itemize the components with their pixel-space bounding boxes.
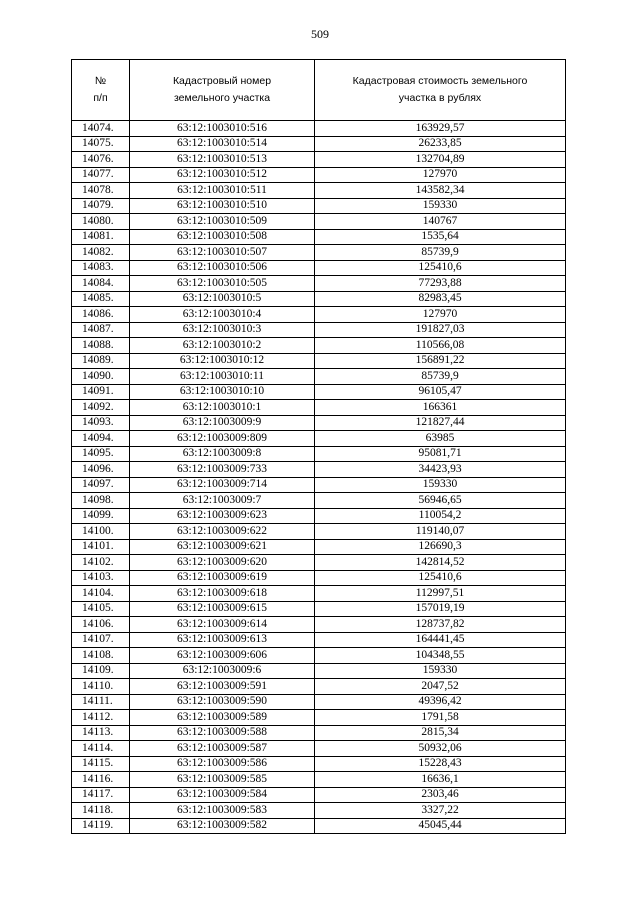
table-row [72, 818, 566, 834]
table-row [72, 338, 566, 354]
row-number-cell: 14086. [72, 307, 130, 323]
row-number-cell: 14101. [72, 539, 130, 555]
cadastral-value-cell: 16636,1 [315, 772, 566, 788]
table-row [72, 291, 566, 307]
cadastral-value-cell: 159330 [315, 663, 566, 679]
table-row [72, 787, 566, 803]
cadastral-value-cell: 142814,52 [315, 555, 566, 571]
cadastral-number-cell: 63:12:1003010:513 [130, 152, 315, 168]
header-text-line: № [94, 75, 107, 87]
cadastral-value-cell: 77293,88 [315, 276, 566, 292]
table-row [72, 384, 566, 400]
cadastral-value-cell: 127970 [315, 167, 566, 183]
header-text-line: Кадастровая стоимость земельного [352, 75, 528, 87]
table-row [72, 632, 566, 648]
header-text-line: земельного участка [173, 92, 271, 104]
cadastral-value-cell: 159330 [315, 198, 566, 214]
cadastral-number-cell: 63:12:1003009:590 [130, 694, 315, 710]
cadastral-number-cell: 63:12:1003010:505 [130, 276, 315, 292]
cadastral-number-cell: 63:12:1003009:622 [130, 524, 315, 540]
row-number-cell: 14097. [72, 477, 130, 493]
row-number-cell: 14116. [72, 772, 130, 788]
row-number-cell: 14104. [72, 586, 130, 602]
cadastral-number-cell: 63:12:1003009:606 [130, 648, 315, 664]
row-number-cell: 14088. [72, 338, 130, 354]
row-number-cell: 14078. [72, 183, 130, 199]
table-row [72, 493, 566, 509]
row-number-cell: 14106. [72, 617, 130, 633]
row-number-cell: 14083. [72, 260, 130, 276]
cadastral-number-cell: 63:12:1003010:12 [130, 353, 315, 369]
cadastral-number-cell: 63:12:1003010:3 [130, 322, 315, 338]
table-body [72, 121, 566, 834]
cadastral-value-cell: 143582,34 [315, 183, 566, 199]
cadastral-number-cell: 63:12:1003010:514 [130, 136, 315, 152]
cadastral-number-cell: 63:12:1003010:511 [130, 183, 315, 199]
cadastral-value-cell: 121827,44 [315, 415, 566, 431]
cadastral-number-cell: 63:12:1003010:1 [130, 400, 315, 416]
cadastral-number-cell: 63:12:1003009:618 [130, 586, 315, 602]
table-row [72, 663, 566, 679]
row-number-cell: 14082. [72, 245, 130, 261]
table-row [72, 570, 566, 586]
table-row [72, 477, 566, 493]
header-cadastral-number [130, 60, 315, 121]
cadastral-value-cell: 15228,43 [315, 756, 566, 772]
page-number: 509 [311, 27, 329, 41]
table-row [72, 183, 566, 199]
table-row [72, 307, 566, 323]
cadastral-value-cell: 110054,2 [315, 508, 566, 524]
row-number-cell: 14074. [72, 121, 130, 137]
cadastral-value-cell: 119140,07 [315, 524, 566, 540]
table-row [72, 415, 566, 431]
cadastral-value-cell: 49396,42 [315, 694, 566, 710]
header-text-line: п/п [93, 92, 108, 104]
table-row [72, 400, 566, 416]
cadastral-number-cell: 63:12:1003009:584 [130, 787, 315, 803]
table-row [72, 772, 566, 788]
cadastral-number-cell: 63:12:1003010:4 [130, 307, 315, 323]
table-row [72, 198, 566, 214]
row-number-cell: 14114. [72, 741, 130, 757]
cadastral-number-cell: 63:12:1003010:5 [130, 291, 315, 307]
table-row [72, 756, 566, 772]
header-row-number [72, 60, 130, 121]
cadastral-number-cell: 63:12:1003009:6 [130, 663, 315, 679]
cadastral-number-cell: 63:12:1003009:733 [130, 462, 315, 478]
table-row [72, 322, 566, 338]
cadastral-value-table [71, 59, 566, 834]
cadastral-number-cell: 63:12:1003010:508 [130, 229, 315, 245]
cadastral-number-cell: 63:12:1003010:516 [130, 121, 315, 137]
header-cadastral-value [315, 60, 566, 121]
row-number-cell: 14100. [72, 524, 130, 540]
cadastral-value-cell: 2047,52 [315, 679, 566, 695]
table-row [72, 276, 566, 292]
cadastral-number-cell: 63:12:1003010:2 [130, 338, 315, 354]
cadastral-value-cell: 50932,06 [315, 741, 566, 757]
cadastral-value-cell: 1535,64 [315, 229, 566, 245]
table-row [72, 229, 566, 245]
cadastral-number-cell: 63:12:1003010:509 [130, 214, 315, 230]
cadastral-value-cell: 191827,03 [315, 322, 566, 338]
table-row [72, 741, 566, 757]
table-row [72, 694, 566, 710]
cadastral-number-cell: 63:12:1003009:614 [130, 617, 315, 633]
cadastral-value-cell: 112997,51 [315, 586, 566, 602]
cadastral-number-cell: 63:12:1003010:11 [130, 369, 315, 385]
table-row [72, 617, 566, 633]
table-row [72, 167, 566, 183]
row-number-cell: 14102. [72, 555, 130, 571]
cadastral-value-cell: 125410,6 [315, 570, 566, 586]
cadastral-value-cell: 132704,89 [315, 152, 566, 168]
row-number-cell: 14111. [72, 694, 130, 710]
cadastral-value-cell: 125410,6 [315, 260, 566, 276]
cadastral-number-cell: 63:12:1003009:8 [130, 446, 315, 462]
cadastral-value-cell: 96105,47 [315, 384, 566, 400]
cadastral-number-cell: 63:12:1003010:507 [130, 245, 315, 261]
table-row [72, 152, 566, 168]
row-number-cell: 14089. [72, 353, 130, 369]
cadastral-value-cell: 2815,34 [315, 725, 566, 741]
cadastral-number-cell: 63:12:1003009:588 [130, 725, 315, 741]
row-number-cell: 14090. [72, 369, 130, 385]
row-number-cell: 14118. [72, 803, 130, 819]
cadastral-value-cell: 85739,9 [315, 369, 566, 385]
cadastral-number-cell: 63:12:1003009:9 [130, 415, 315, 431]
cadastral-number-cell: 63:12:1003009:583 [130, 803, 315, 819]
cadastral-number-cell: 63:12:1003009:621 [130, 539, 315, 555]
cadastral-value-cell: 127970 [315, 307, 566, 323]
row-number-cell: 14087. [72, 322, 130, 338]
cadastral-value-cell: 26233,85 [315, 136, 566, 152]
table-row [72, 601, 566, 617]
cadastral-value-cell: 110566,08 [315, 338, 566, 354]
cadastral-value-cell: 164441,45 [315, 632, 566, 648]
cadastral-value-cell: 2303,46 [315, 787, 566, 803]
row-number-cell: 14112. [72, 710, 130, 726]
table-row [72, 679, 566, 695]
row-number-cell: 14110. [72, 679, 130, 695]
row-number-cell: 14080. [72, 214, 130, 230]
row-number-cell: 14094. [72, 431, 130, 447]
table-row [72, 710, 566, 726]
table-row [72, 462, 566, 478]
row-number-cell: 14093. [72, 415, 130, 431]
table-row [72, 725, 566, 741]
row-number-cell: 14117. [72, 787, 130, 803]
cadastral-number-cell: 63:12:1003009:613 [130, 632, 315, 648]
table-header-row [72, 60, 566, 121]
cadastral-number-cell: 63:12:1003009:619 [130, 570, 315, 586]
cadastral-number-cell: 63:12:1003009:620 [130, 555, 315, 571]
row-number-cell: 14084. [72, 276, 130, 292]
cadastral-number-cell: 63:12:1003010:510 [130, 198, 315, 214]
table-row [72, 586, 566, 602]
cadastral-value-cell: 140767 [315, 214, 566, 230]
cadastral-value-cell: 159330 [315, 477, 566, 493]
row-number-cell: 14113. [72, 725, 130, 741]
cadastral-value-cell: 3327,22 [315, 803, 566, 819]
cadastral-value-cell: 85739,9 [315, 245, 566, 261]
row-number-cell: 14119. [72, 818, 130, 834]
row-number-cell: 14098. [72, 493, 130, 509]
cadastral-value-cell: 95081,71 [315, 446, 566, 462]
table-row [72, 369, 566, 385]
cadastral-value-cell: 166361 [315, 400, 566, 416]
row-number-cell: 14076. [72, 152, 130, 168]
table-row [72, 136, 566, 152]
table-row [72, 803, 566, 819]
row-number-cell: 14091. [72, 384, 130, 400]
table-row [72, 539, 566, 555]
cadastral-number-cell: 63:12:1003010:512 [130, 167, 315, 183]
row-number-cell: 14107. [72, 632, 130, 648]
cadastral-value-cell: 163929,57 [315, 121, 566, 137]
table-row [72, 121, 566, 137]
row-number-cell: 14108. [72, 648, 130, 664]
row-number-cell: 14077. [72, 167, 130, 183]
row-number-cell: 14109. [72, 663, 130, 679]
table-row [72, 431, 566, 447]
cadastral-value-cell: 128737,82 [315, 617, 566, 633]
cadastral-number-cell: 63:12:1003010:506 [130, 260, 315, 276]
table-row [72, 555, 566, 571]
table-row [72, 214, 566, 230]
header-text-line: участка в рублях [398, 92, 482, 104]
table-row [72, 508, 566, 524]
cadastral-number-cell: 63:12:1003010:10 [130, 384, 315, 400]
row-number-cell: 14092. [72, 400, 130, 416]
cadastral-number-cell: 63:12:1003009:586 [130, 756, 315, 772]
cadastral-number-cell: 63:12:1003009:582 [130, 818, 315, 834]
cadastral-value-cell: 82983,45 [315, 291, 566, 307]
cadastral-number-cell: 63:12:1003009:585 [130, 772, 315, 788]
row-number-cell: 14105. [72, 601, 130, 617]
row-number-cell: 14081. [72, 229, 130, 245]
cadastral-number-cell: 63:12:1003009:7 [130, 493, 315, 509]
cadastral-number-cell: 63:12:1003009:587 [130, 741, 315, 757]
table-row [72, 524, 566, 540]
cadastral-value-cell: 126690,3 [315, 539, 566, 555]
header-text-line: Кадастровый номер [172, 75, 272, 87]
row-number-cell: 14096. [72, 462, 130, 478]
cadastral-number-cell: 63:12:1003009:623 [130, 508, 315, 524]
cadastral-number-cell: 63:12:1003009:591 [130, 679, 315, 695]
cadastral-number-cell: 63:12:1003009:589 [130, 710, 315, 726]
cadastral-value-cell: 104348,55 [315, 648, 566, 664]
cadastral-number-cell: 63:12:1003009:714 [130, 477, 315, 493]
row-number-cell: 14095. [72, 446, 130, 462]
table-row [72, 353, 566, 369]
cadastral-number-cell: 63:12:1003009:615 [130, 601, 315, 617]
cadastral-value-cell: 45045,44 [315, 818, 566, 834]
table-row [72, 648, 566, 664]
cadastral-value-cell: 1791,58 [315, 710, 566, 726]
table-row [72, 446, 566, 462]
row-number-cell: 14085. [72, 291, 130, 307]
table-row [72, 245, 566, 261]
cadastral-value-cell: 56946,65 [315, 493, 566, 509]
row-number-cell: 14115. [72, 756, 130, 772]
cadastral-value-cell: 157019,19 [315, 601, 566, 617]
row-number-cell: 14079. [72, 198, 130, 214]
cadastral-value-cell: 34423,93 [315, 462, 566, 478]
cadastral-value-cell: 156891,22 [315, 353, 566, 369]
table-row [72, 260, 566, 276]
cadastral-value-cell: 63985 [315, 431, 566, 447]
row-number-cell: 14075. [72, 136, 130, 152]
row-number-cell: 14099. [72, 508, 130, 524]
cadastral-number-cell: 63:12:1003009:809 [130, 431, 315, 447]
row-number-cell: 14103. [72, 570, 130, 586]
